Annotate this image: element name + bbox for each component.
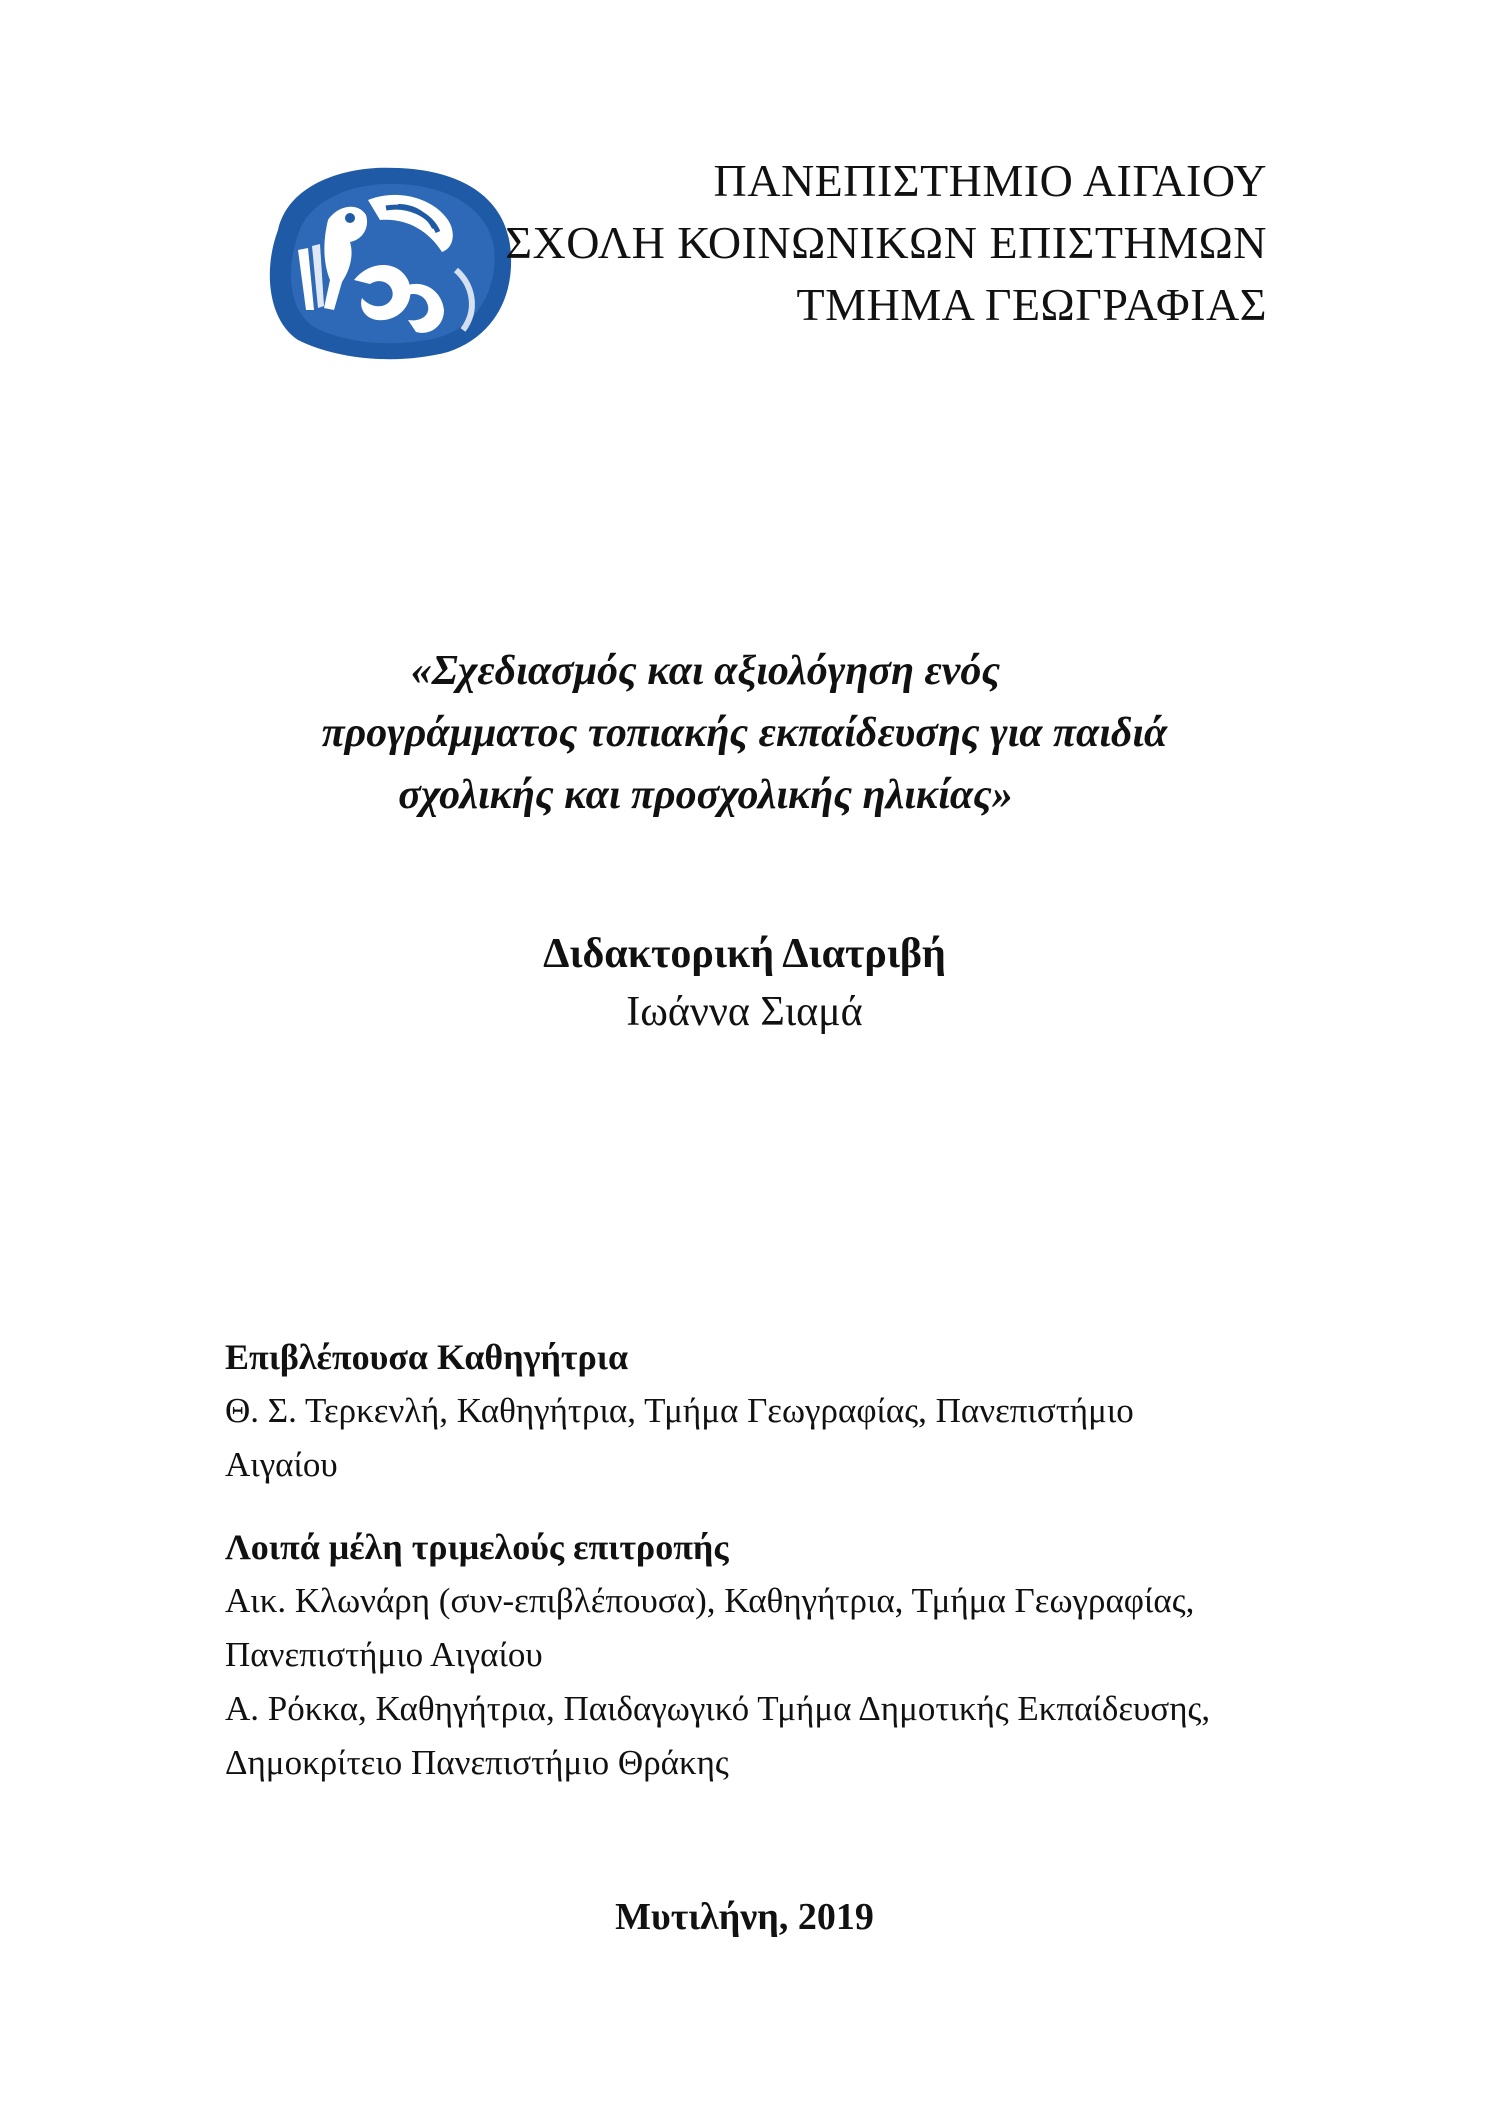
- committee-member-line: Πανεπιστήμιο Αιγαίου: [225, 1635, 543, 1674]
- author-name: Ιωάννα Σιαμά: [626, 989, 863, 1035]
- committee-section: [225, 1330, 1375, 1818]
- committee-member-line: Αικ. Κλωνάρη (συν-επιβλέπουσα), Καθηγήτρια, Τμήμα Γεωγραφίας,: [225, 1581, 1195, 1620]
- committee-member-line: Δημοκρίτειο Πανεπιστήμιο Θράκης: [225, 1743, 729, 1782]
- title-line: προγράμματος τοπιακής εκπαίδευσης για παιδιά: [321, 710, 1168, 756]
- supervisor-heading: Επιβλέπουσα Καθηγήτρια: [225, 1337, 629, 1377]
- university-name: ΠΑΝΕΠΙΣΤΗΜΙΟ ΑΙΓΑΙΟΥ: [713, 155, 1267, 206]
- thesis-title: [0, 640, 1489, 826]
- university-seal-icon: [258, 160, 516, 360]
- title-line: «Σχεδιασμός και αξιολόγηση ενός: [410, 648, 1001, 694]
- school-name: ΣΧΟΛΗ ΚΟΙΝΩΝΙΚΩΝ ΕΠΙΣΤΗΜΩΝ: [505, 217, 1267, 268]
- institution-header: [505, 150, 1267, 336]
- place-date: Μυτιλήνη, 2019: [615, 1896, 874, 1938]
- committee-member-line: Α. Ρόκκα, Καθηγήτρια, Παιδαγωγικό Τμήμα Δημοτικής Εκπαίδευσης,: [225, 1689, 1211, 1728]
- thesis-info: [0, 925, 1489, 1041]
- thesis-type: Διδακτορική Διατριβή: [543, 931, 946, 977]
- title-line: σχολικής και προσχολικής ηλικίας»: [398, 772, 1013, 818]
- committee-block: [225, 1520, 1375, 1790]
- committee-heading: Λοιπά μέλη τριμελούς επιτροπής: [225, 1527, 729, 1567]
- supervisor-line: Αιγαίου: [225, 1445, 338, 1484]
- supervisor-block: [225, 1330, 1375, 1492]
- department-name: ΤΜΗΜΑ ΓΕΩΓΡΑΦΙΑΣ: [796, 279, 1267, 330]
- supervisor-line: Θ. Σ. Τερκενλή, Καθηγήτρια, Τμήμα Γεωγραφίας, Πανεπιστήμιο: [225, 1391, 1134, 1430]
